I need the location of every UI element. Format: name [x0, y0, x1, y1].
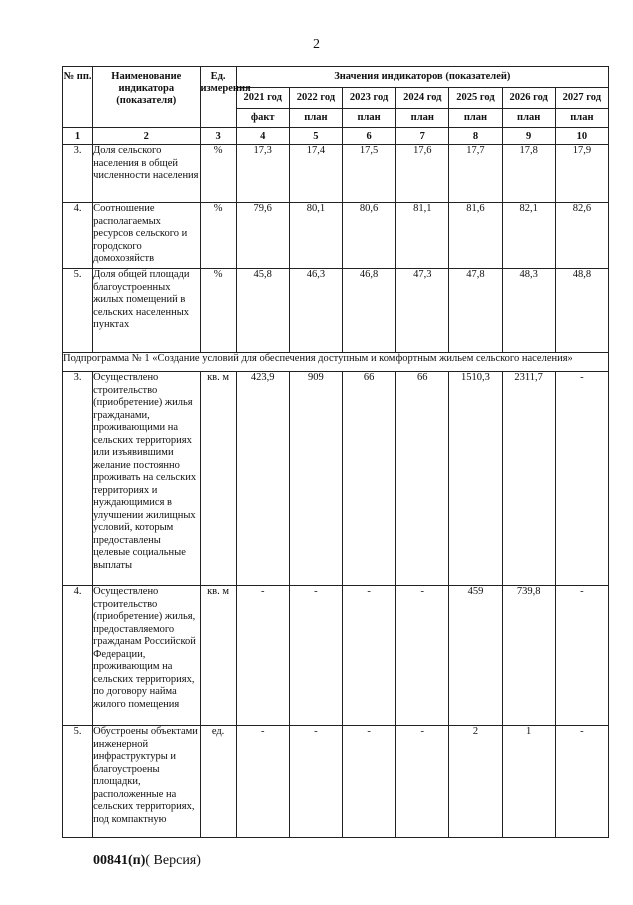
indicator-name: Доля общей площади благоустроенных жилых помещений в сельских населенных пунктах: [93, 269, 200, 353]
value-cell: 79,6: [236, 203, 289, 269]
value-cell: 80,1: [289, 203, 342, 269]
column-index: 6: [343, 128, 396, 145]
kind-header: план: [343, 109, 396, 128]
year-header: 2026 год: [502, 88, 555, 109]
value-cell: 47,8: [449, 269, 502, 353]
value-cell: 1: [502, 726, 555, 838]
value-cell: 48,3: [502, 269, 555, 353]
year-header: 2027 год: [555, 88, 608, 109]
indicators-table: [62, 66, 609, 838]
year-header: 2021 год: [236, 88, 289, 109]
indicator-name: Осуществлено строительство (приобретение) жилья, предоставляемого гражданам Российской Федерации, проживающим на сельских территориях, по договору найма жилого помещения: [93, 586, 200, 726]
value-cell: -: [396, 726, 449, 838]
table-row: [63, 145, 609, 203]
unit: кв. м: [200, 586, 236, 726]
value-cell: 46,8: [343, 269, 396, 353]
indicator-name: Соотношение располагаемых ресурсов сельского и городского домохозяйств: [93, 203, 200, 269]
kind-header: план: [502, 109, 555, 128]
kind-header: план: [555, 109, 608, 128]
column-index: 8: [449, 128, 502, 145]
subprogram-rows: [63, 372, 609, 838]
table-row: [63, 372, 609, 586]
value-cell: -: [396, 586, 449, 726]
value-cell: -: [343, 726, 396, 838]
column-index: 2: [93, 128, 200, 145]
value-cell: 2: [449, 726, 502, 838]
value-cell: 909: [289, 372, 342, 586]
value-cell: 17,9: [555, 145, 608, 203]
unit: ед.: [200, 726, 236, 838]
value-cell: 17,6: [396, 145, 449, 203]
year-header: 2022 год: [289, 88, 342, 109]
value-cell: 48,8: [555, 269, 608, 353]
value-cell: 82,6: [555, 203, 608, 269]
value-cell: -: [236, 726, 289, 838]
year-header: 2023 год: [343, 88, 396, 109]
row-number: 3.: [63, 372, 93, 586]
value-cell: 17,5: [343, 145, 396, 203]
table-row: [63, 269, 609, 353]
header-name: Наименование индикатора (показателя): [93, 67, 200, 128]
value-cell: 66: [396, 372, 449, 586]
value-cell: 80,6: [343, 203, 396, 269]
value-cell: -: [555, 586, 608, 726]
value-cell: 739,8: [502, 586, 555, 726]
value-cell: -: [343, 586, 396, 726]
value-cell: 17,4: [289, 145, 342, 203]
column-index: 1: [63, 128, 93, 145]
top-rows: [63, 145, 609, 353]
column-index: 10: [555, 128, 608, 145]
column-index: 7: [396, 128, 449, 145]
unit: %: [200, 269, 236, 353]
unit: %: [200, 203, 236, 269]
value-cell: 2311,7: [502, 372, 555, 586]
table-row: [63, 203, 609, 269]
indicator-name: Осуществлено строительство (приобретение) жилья гражданами, проживающими на сельских территориях или изъявившими желание постоянно проживать на сельских территориях и нуждающимися в улучшении жилищных условий, которым предоставлены целевые социальные выплаты: [93, 372, 200, 586]
value-cell: -: [555, 372, 608, 586]
header-unit: Ед. измерения: [200, 67, 236, 128]
row-number: 4.: [63, 586, 93, 726]
kind-header: план: [289, 109, 342, 128]
indicator-name: Доля сельского населения в общей численности населения: [93, 145, 200, 203]
unit: %: [200, 145, 236, 203]
value-cell: 423,9: [236, 372, 289, 586]
value-cell: -: [555, 726, 608, 838]
table-row: [63, 586, 609, 726]
column-index: 5: [289, 128, 342, 145]
row-number: 4.: [63, 203, 93, 269]
value-cell: -: [289, 726, 342, 838]
subprogram-title: Подпрограмма № 1 «Создание условий для обеспечения доступным и комфортным жильем сельского населения»: [63, 353, 609, 372]
kind-header: факт: [236, 109, 289, 128]
value-cell: 47,3: [396, 269, 449, 353]
footer-code: 00841(п): [93, 853, 146, 868]
footer: [93, 853, 201, 869]
row-number: 5.: [63, 726, 93, 838]
value-cell: 45,8: [236, 269, 289, 353]
subprogram-row: [63, 353, 609, 372]
value-cell: 1510,3: [449, 372, 502, 586]
year-header: 2025 год: [449, 88, 502, 109]
column-index: 9: [502, 128, 555, 145]
unit: кв. м: [200, 372, 236, 586]
footer-version: ( Версия): [145, 853, 201, 868]
value-cell: 82,1: [502, 203, 555, 269]
year-header: 2024 год: [396, 88, 449, 109]
indicator-name: Обустроены объектами инженерной инфраструктуры и благоустроены площадки, расположенные на сельских территориях, под компактную: [93, 726, 200, 838]
kind-header: план: [449, 109, 502, 128]
table-row: [63, 726, 609, 838]
page-number: 2: [313, 37, 320, 52]
value-cell: 66: [343, 372, 396, 586]
value-cell: 17,3: [236, 145, 289, 203]
header-values: Значения индикаторов (показателей): [236, 67, 608, 88]
value-cell: 81,1: [396, 203, 449, 269]
column-index: 3: [200, 128, 236, 145]
value-cell: 17,8: [502, 145, 555, 203]
header-num: № пп.: [63, 67, 93, 128]
row-number: 3.: [63, 145, 93, 203]
value-cell: 17,7: [449, 145, 502, 203]
value-cell: 81,6: [449, 203, 502, 269]
index-row: [63, 128, 609, 145]
value-cell: -: [289, 586, 342, 726]
value-cell: -: [236, 586, 289, 726]
row-number: 5.: [63, 269, 93, 353]
column-index: 4: [236, 128, 289, 145]
value-cell: 459: [449, 586, 502, 726]
value-cell: 46,3: [289, 269, 342, 353]
kind-header: план: [396, 109, 449, 128]
